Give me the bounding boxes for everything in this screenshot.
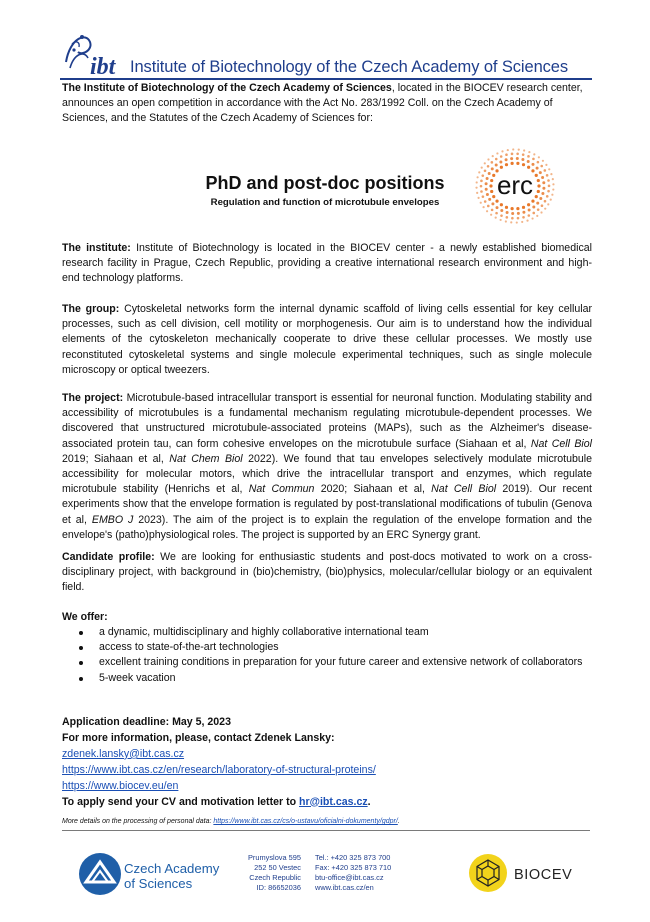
erc-dot <box>507 149 509 151</box>
project-text-3: 2022). We found that tau envelopes selectively modulate microtubule accessibility for molecular motors, which drive the intracellular transport and enzymes, which regulate microtubule stability (Henrichs et al, <box>62 452 593 496</box>
erc-dot <box>495 212 498 215</box>
erc-dot <box>533 153 535 155</box>
footer-contacts: Tel.: +420 325 873 700 Fax: +420 325 873 710 btu-office@ibt.cas.cz www.ibt.cas.cz/en <box>315 853 392 892</box>
erc-dot <box>531 217 533 219</box>
institute-paragraph <box>62 241 592 287</box>
erc-dot <box>516 162 519 165</box>
erc-dot <box>532 205 535 208</box>
erc-dot <box>486 193 489 196</box>
erc-dot <box>484 162 486 164</box>
erc-dot <box>495 158 498 161</box>
erc-dot <box>492 155 494 157</box>
footer-address: Prumyslova 595 252 50 Vestec Czech Republic ID: 86652036 <box>248 853 301 892</box>
erc-dot <box>492 174 495 177</box>
erc-dot <box>550 199 552 201</box>
contact-line: For more information, please, contact Zdenek Lansky: <box>62 731 335 744</box>
erc-dot <box>491 202 494 205</box>
bullet-icon <box>79 677 83 681</box>
erc-dot <box>482 195 485 198</box>
journal-3: Nat Commun <box>248 483 315 496</box>
project-text-1: Microtubule-based intracellular transport is essential for neuronal function. Modulating stability and accessibility of microtubules is a fundamental mechanism regulating microtubule-dependent processes. We discovered that unstructured microtubule-associated proteins (MAPs), such as the Alzheimer's disease-associated protein tau, can form cohesive envelopes on the microtubule surface (Siahaan et al, <box>62 392 592 450</box>
journal-4: Nat Cell Biol <box>431 483 497 496</box>
intro-paragraph <box>62 81 592 127</box>
erc-dot <box>531 163 534 166</box>
erc-dot <box>542 187 545 190</box>
erc-dot <box>544 200 547 203</box>
erc-dot <box>478 171 480 173</box>
erc-dot <box>537 179 540 182</box>
erc-dot <box>511 153 514 156</box>
erc-dot <box>512 148 514 150</box>
erc-dot <box>516 221 518 223</box>
erc-dot <box>541 204 544 207</box>
erc-dot <box>477 176 479 178</box>
erc-dot <box>477 197 479 199</box>
erc-dot <box>544 169 547 172</box>
erc-logo <box>470 146 560 226</box>
erc-dot <box>522 153 525 156</box>
erc-dot <box>491 161 494 164</box>
project-paragraph <box>62 391 592 543</box>
journal-1: Nat Cell Biol <box>530 437 592 450</box>
erc-dot <box>480 180 483 183</box>
privacy-note: More details on the processing of personal data: https://www.ibt.cas.cz/cs/o-ustavu/oficialni-dokumenty/gdpr/. <box>62 818 400 825</box>
erc-dot <box>532 158 535 161</box>
offer-item <box>62 671 592 686</box>
erc-dot <box>495 164 498 167</box>
erc-dot <box>487 158 489 160</box>
offer-item-text: 5-week vacation <box>99 671 176 684</box>
erc-dot <box>489 184 492 187</box>
biocev-logo-icon <box>468 853 508 893</box>
institute-label: The institute: <box>62 242 131 254</box>
erc-dot <box>527 166 530 169</box>
erc-dot <box>535 195 538 198</box>
erc-dot <box>536 202 539 205</box>
erc-dot <box>495 217 497 219</box>
erc-dot <box>539 197 542 200</box>
erc-dot <box>523 149 525 151</box>
erc-dot <box>485 188 488 191</box>
erc-dot <box>495 200 498 203</box>
erc-dot <box>522 206 525 209</box>
erc-dot <box>486 177 489 180</box>
erc-dot <box>487 165 490 168</box>
erc-dot <box>542 160 544 162</box>
erc-dot <box>496 152 498 154</box>
erc-dot <box>521 221 523 223</box>
group-text: Cytoskeletal networks form the internal dynamic scaffold of living cells essential for key cellular processes, such as cell division, cell motility or morphogenesis. Our aim is to understand how the individual elements of the cytoskeleton mechanically cooperate to drive these cellular processes. We mostly use reconstituted cytoskeletal systems and single molecule experimental techniques, such as single molecule microscopy or optical tweezers. <box>62 303 592 376</box>
erc-dot <box>550 173 552 175</box>
erc-dot <box>496 206 499 209</box>
erc-dot <box>490 190 493 193</box>
erc-dot <box>517 212 520 215</box>
erc-dot <box>541 192 544 195</box>
erc-dot <box>476 192 478 194</box>
footer-divider <box>62 830 590 831</box>
journal-5: EMBO J <box>91 513 134 526</box>
offer-item-text: access to state-of-the-art technologies <box>99 641 279 654</box>
cas-name: Czech Academy of Sciences <box>124 861 220 891</box>
erc-dot <box>517 217 520 220</box>
erc-dot <box>527 160 530 163</box>
erc-dot <box>500 219 502 221</box>
erc-dot <box>536 215 538 217</box>
erc-dot <box>548 185 551 188</box>
erc-dot <box>538 156 540 158</box>
erc-dot <box>537 161 540 164</box>
erc-dot <box>527 203 530 206</box>
erc-dot <box>540 211 542 213</box>
erc-dot <box>500 209 503 212</box>
project-text-5: 2019). Our recent experiments show that the envelope formation is regulated by post-translational modifications of tubulin (Genova et al, <box>62 483 592 526</box>
erc-dot <box>480 190 483 193</box>
erc-dot <box>516 207 519 210</box>
erc-dot <box>542 181 545 184</box>
gdpr-link[interactable]: https://www.ibt.cas.cz/cs/o-ustavu/oficialni-dokumenty/gdpr/ <box>213 818 398 825</box>
erc-dot <box>481 174 484 177</box>
erc-dot <box>548 168 550 170</box>
candidate-paragraph <box>62 550 592 596</box>
erc-dot <box>527 155 530 158</box>
erc-dot <box>488 172 491 175</box>
group-paragraph <box>62 302 592 378</box>
erc-dot <box>528 151 530 153</box>
application-block <box>62 715 592 810</box>
intro-bold: The Institute of Biotechnology of the Czech Academy of Sciences <box>62 82 392 94</box>
project-text-2: 2019; Siahaan et al, <box>62 452 170 465</box>
contact-email-link[interactable]: zdenek.lansky@ibt.cas.cz <box>62 747 185 760</box>
bullet-icon <box>79 631 83 635</box>
erc-dot <box>480 185 483 188</box>
erc-dot <box>522 163 525 166</box>
journal-2: Nat Chem Biol <box>169 452 243 465</box>
erc-dot <box>484 200 487 203</box>
biocev-name: BIOCEV <box>514 867 573 883</box>
offer-list <box>62 625 592 686</box>
erc-dot <box>551 194 553 196</box>
title-block <box>170 172 480 208</box>
erc-dot <box>501 150 503 152</box>
erc-dot <box>528 214 531 217</box>
erc-dot <box>547 179 550 182</box>
erc-dot <box>518 149 520 151</box>
page-subtitle: Regulation and function of microtubule envelopes <box>210 197 440 208</box>
bullet-icon <box>79 646 83 650</box>
offer-item <box>62 655 592 670</box>
offer-heading: We offer: <box>62 611 108 623</box>
erc-dot <box>476 181 478 183</box>
erc-dot <box>546 195 549 198</box>
institute-name: Institute of Biotechnology of the Czech Academy of Sciences <box>130 58 569 76</box>
project-text-4: 2020; Siahaan et al, <box>314 483 432 496</box>
candidate-label: Candidate profile: <box>62 551 155 563</box>
erc-dot <box>552 188 554 190</box>
erc-dot <box>547 190 550 193</box>
erc-dot <box>537 184 540 187</box>
erc-dot <box>486 210 488 212</box>
ibt-logo <box>60 28 125 78</box>
erc-dot <box>511 162 514 165</box>
biocev-website-link[interactable]: https://www.biocev.eu/en <box>62 779 179 792</box>
erc-logo-text: erc <box>496 170 534 200</box>
erc-dot <box>506 216 509 219</box>
offer-item-text: a dynamic, multidisciplinary and highly collaborative international team <box>99 626 429 638</box>
erc-dot <box>541 176 544 179</box>
erc-dot <box>511 207 514 210</box>
offer-item <box>62 625 592 640</box>
application-deadline: Application deadline: May 5, 2023 <box>62 716 231 728</box>
erc-dot <box>540 165 543 168</box>
erc-dot <box>516 153 519 156</box>
erc-dot <box>510 221 512 223</box>
erc-dot <box>491 167 494 170</box>
erc-dot <box>535 174 538 177</box>
erc-dot <box>544 208 546 210</box>
erc-dot <box>528 209 531 212</box>
hr-email-link[interactable]: hr@ibt.cas.cz <box>299 795 368 808</box>
erc-dot <box>505 220 507 222</box>
bullet-icon <box>79 661 83 665</box>
erc-dot <box>511 217 514 220</box>
erc-dot <box>492 195 495 198</box>
erc-dot <box>500 155 503 158</box>
lab-website-link[interactable]: https://www.ibt.cas.cz/en/research/laboratory-of-structural-proteins/ <box>62 763 376 776</box>
erc-dot <box>482 206 484 208</box>
erc-dot <box>500 203 503 206</box>
erc-dot <box>505 206 508 209</box>
offer-item <box>62 640 592 655</box>
erc-dot <box>499 160 502 163</box>
erc-dot <box>485 182 488 185</box>
erc-dot <box>506 211 509 214</box>
erc-dot <box>500 166 503 169</box>
erc-dot <box>545 164 547 166</box>
erc-dot <box>490 179 493 182</box>
cas-logo-icon <box>78 852 122 896</box>
group-label: The group: <box>62 303 120 315</box>
institute-text: Institute of Biotechnology is located in the BIOCEV center - a newly established biomedical research facility in Prague, Czech Republic, providing a creative international research environment and high-end technology platforms. <box>62 242 592 285</box>
erc-dot <box>522 216 525 219</box>
erc-dot <box>484 169 487 172</box>
erc-dot <box>522 211 525 214</box>
erc-dot <box>490 214 492 216</box>
erc-dot <box>481 167 483 169</box>
erc-dot <box>547 203 549 205</box>
candidate-text: We are looking for enthusiastic students and post-docs motivated to work on a cross-disciplinary project, with background in (bio)chemistry, (bio)physics, molecular/cellular biology or an equivalent field. <box>62 551 592 594</box>
project-label: The project: <box>62 392 124 404</box>
erc-dot <box>505 163 508 166</box>
erc-dot <box>537 208 540 211</box>
erc-dot <box>526 219 528 221</box>
erc-dot <box>487 205 490 208</box>
offer-item-text: excellent training conditions in preparation for your future career and extensive network of collaborators <box>99 656 583 669</box>
erc-dot <box>552 183 554 185</box>
erc-dot <box>491 209 494 212</box>
intro-rest: , located in the BIOCEV research center, announces an open competition in accordance with the Act No. 283/1992 Coll. on the Czech Academy of Sciences, and the Statutes of the Czech Academy of Sciences for: <box>62 82 583 125</box>
erc-dot <box>537 190 540 193</box>
apply-instruction: To apply send your CV and motivation letter to hr@ibt.cas.cz. <box>62 795 371 808</box>
erc-dot <box>505 153 508 156</box>
erc-dot <box>510 157 513 160</box>
erc-dot <box>552 178 554 180</box>
erc-dot <box>546 174 549 177</box>
erc-dot <box>532 212 535 215</box>
erc-dot <box>505 158 508 161</box>
header-divider <box>60 78 592 80</box>
ibt-logo-text: ibt <box>90 54 116 78</box>
erc-dot <box>516 157 519 160</box>
erc-dot <box>539 171 542 174</box>
erc-dot <box>531 200 534 203</box>
page-title: PhD and post-doc positions <box>205 173 445 193</box>
erc-dot <box>500 214 503 217</box>
erc-dot <box>475 187 477 189</box>
erc-dot <box>511 212 514 215</box>
erc-dot <box>521 158 524 161</box>
erc-dot <box>488 198 491 201</box>
project-text-6: 2023). The aim of the project is to explain the regulation of the envelope formation and the envelope's (patho)physiological roles. The project is supported by an ERC Synergy grant. <box>62 513 592 541</box>
erc-dot <box>536 167 539 170</box>
erc-dot <box>480 202 482 204</box>
